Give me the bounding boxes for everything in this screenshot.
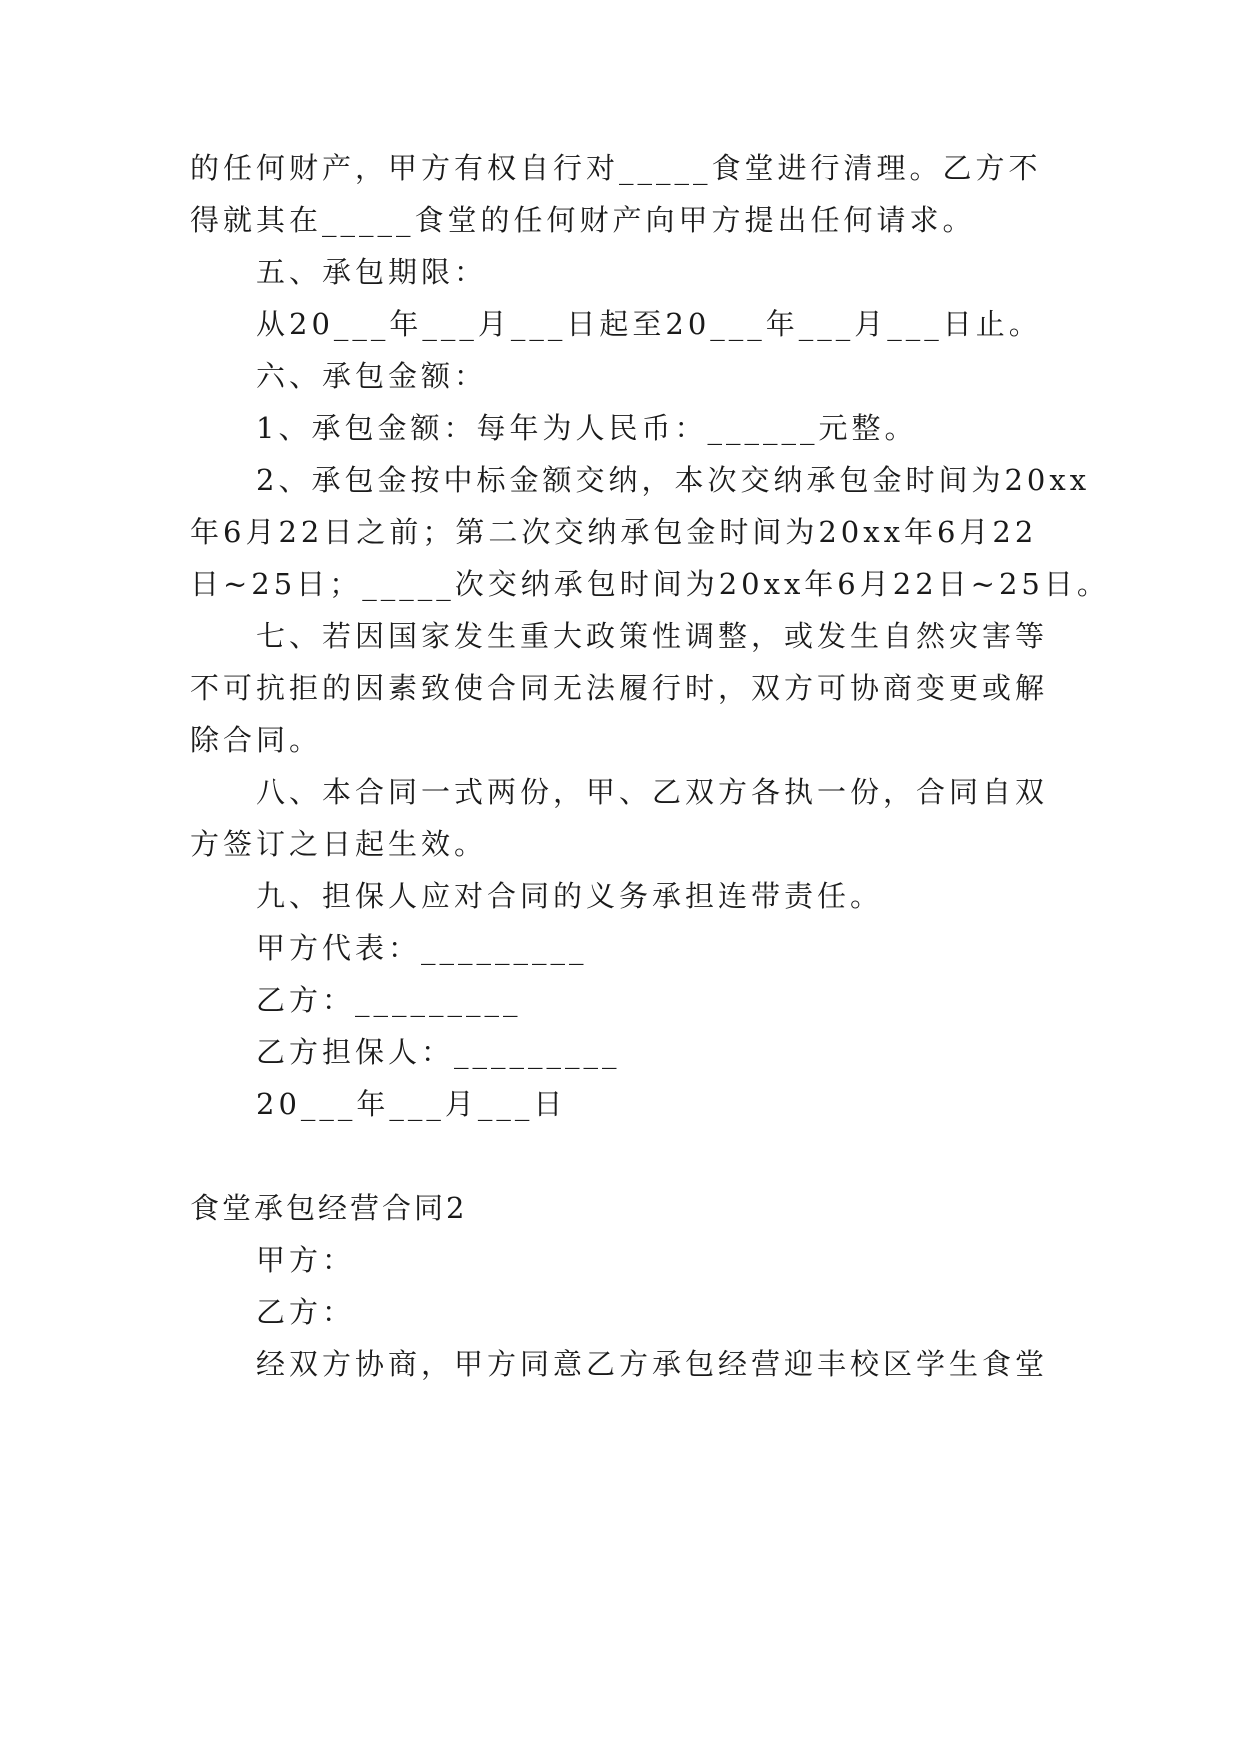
section-heading: 六、承包金额： <box>256 359 488 393</box>
signature-date: 20___年___月___日 <box>256 1087 567 1121</box>
section-heading: 五、承包期限： <box>256 255 488 289</box>
contract-title: 食堂承包经营合同2 <box>190 1191 468 1225</box>
paragraph-line: 除合同。 <box>190 723 323 757</box>
paragraph-line: 得就其在_____食堂的任何财产向甲方提出任何请求。 <box>190 203 976 237</box>
paragraph-line: 七、若因国家发生重大政策性调整，或发生自然灾害等 <box>256 619 1049 653</box>
party-b-label: 乙方： <box>256 1295 356 1329</box>
paragraph-line: 2、承包金按中标金额交纳，本次交纳承包金时间为20xx <box>256 463 1091 497</box>
signature-party-b: 乙方：_________ <box>256 983 522 1017</box>
paragraph-line: 八、本合同一式两份，甲、乙双方各执一份，合同自双 <box>256 775 1049 809</box>
party-a-label: 甲方： <box>256 1243 356 1277</box>
paragraph-line: 经双方协商，甲方同意乙方承包经营迎丰校区学生食堂 <box>256 1347 1049 1381</box>
paragraph-line: 的任何财产，甲方有权自行对_____食堂进行清理。乙方不 <box>190 151 1042 185</box>
paragraph-line: 日~25日；_____次交纳承包时间为20xx年6月22日~25日。 <box>190 567 1110 601</box>
paragraph-line: 从20___年___月___日起至20___年___月___日止。 <box>256 307 1042 341</box>
paragraph-line: 年6月22日之前；第二次交纳承包金时间为20xx年6月22 <box>190 515 1038 549</box>
signature-guarantor: 乙方担保人：_________ <box>256 1035 621 1069</box>
paragraph-line: 方签订之日起生效。 <box>190 827 488 861</box>
paragraph-line: 不可抗拒的因素致使合同无法履行时，双方可协商变更或解 <box>190 671 1049 705</box>
signature-party-a-rep: 甲方代表：_________ <box>256 931 588 965</box>
paragraph-line: 1、承包金额：每年为人民币：______元整。 <box>256 411 918 445</box>
paragraph-line: 九、担保人应对合同的义务承担连带责任。 <box>256 879 884 913</box>
